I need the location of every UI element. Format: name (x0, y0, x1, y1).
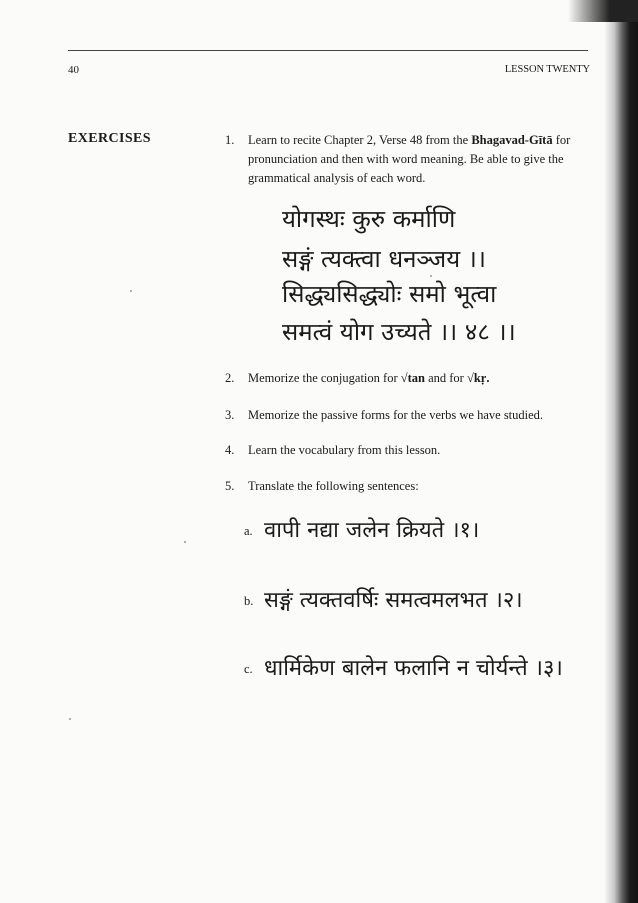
exercise-text: Learn the vocabulary from this lesson. (248, 443, 441, 457)
header-rule (68, 50, 588, 51)
verse-line-3: सिद्ध्यसिद्ध्योः समो भूत्वा (282, 280, 497, 308)
running-head: LESSON TWENTY (504, 64, 590, 75)
exercise-number: 4. (225, 443, 235, 457)
exercise-text-prefix: Learn to recite Chapter 2, Verse 48 from the (248, 133, 472, 147)
exercise-item-3 (225, 406, 585, 426)
exercise-text: Translate the following sentences: (248, 479, 419, 493)
exercise-text: Memorize the passive forms for the verbs we have studied. (248, 408, 544, 422)
scan-speck (184, 541, 186, 543)
exercise-number: 5. (225, 479, 235, 493)
verse-line-1: योगस्थः कुरु कर्माणि (282, 205, 456, 233)
scan-speck (130, 290, 132, 292)
exercise-text-suffix: for pronunciation and then with word meaning. Be able to give the grammatical analysis of each word. (248, 133, 571, 185)
exercise-number: 2. (225, 371, 235, 385)
exercise-text (248, 131, 583, 188)
sentence-text: वापी नद्या जलेन क्रियते ।१। (264, 518, 480, 543)
exercise-text-prefix: Memorize the conjugation for √ (248, 371, 408, 385)
exercise-item-1 (225, 131, 585, 193)
exercise-text-middle: and for √ (424, 371, 474, 385)
verse-line-2: सङ्गं त्यक्त्वा धनञ्जय ।। (282, 245, 486, 273)
sentence-text: सङ्गं त्यक्तवर्षिः समत्वमलभत ।२। (264, 588, 523, 613)
sentence-text: धार्मिकेण बालेन फलानि न चोर्यन्ते ।३। (264, 656, 563, 681)
verse-line-4: समत्वं योग उच्यते ।। ४८ ।। (282, 318, 516, 346)
book-binding-corner (568, 0, 638, 22)
scan-speck (430, 275, 432, 277)
exercise-item-5 (225, 477, 585, 497)
exercise-number: 1. (225, 133, 235, 147)
sentence-label: b. (244, 594, 254, 608)
exercise-item-2 (225, 369, 585, 389)
book-binding-shadow (604, 0, 638, 903)
exercise-number: 3. (225, 408, 235, 422)
book-title: Bhagavad-Gītā (471, 133, 553, 147)
exercise-text (248, 369, 583, 388)
exercise-item-4 (225, 441, 585, 461)
root-kr: kṛ. (473, 371, 490, 385)
page-number: 40 (68, 64, 79, 76)
scan-speck (69, 718, 71, 720)
sentence-label: c. (244, 662, 253, 676)
section-heading: EXERCISES (68, 131, 151, 146)
root-tan: tan (407, 371, 425, 385)
sentence-label: a. (244, 524, 253, 538)
